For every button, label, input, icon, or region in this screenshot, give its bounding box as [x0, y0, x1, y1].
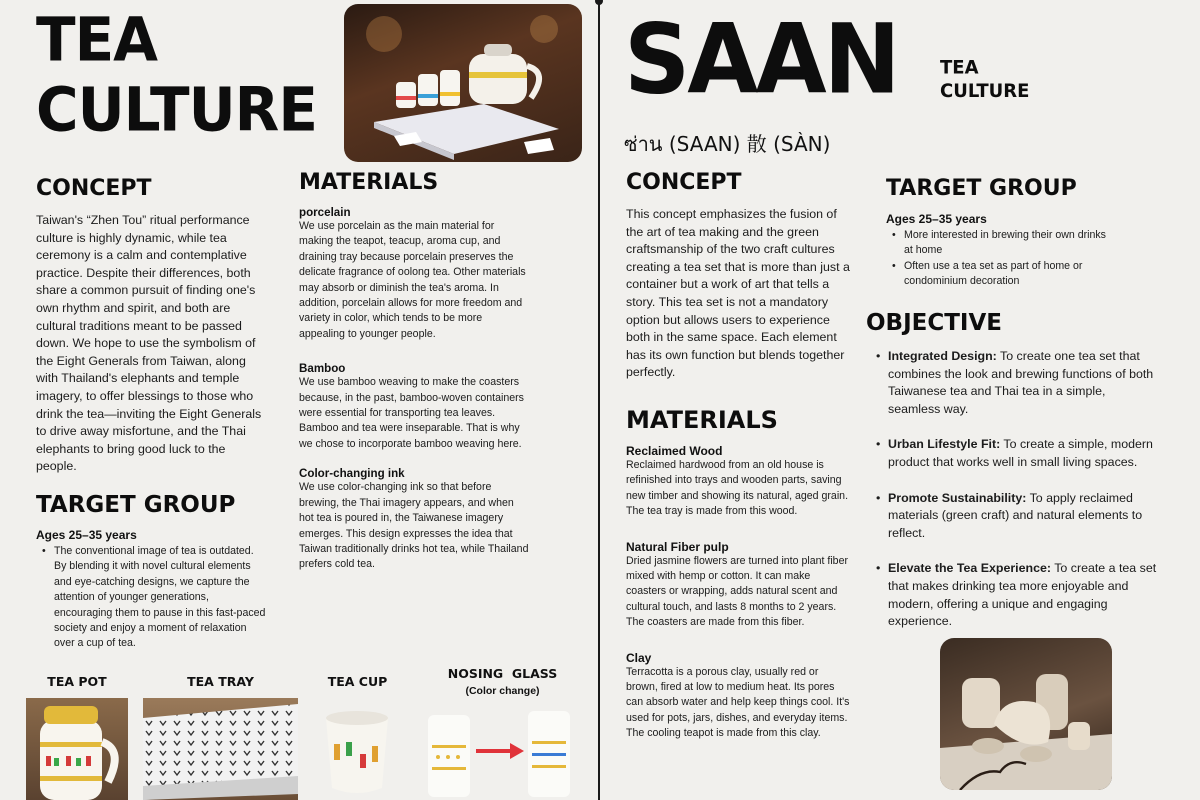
left-target-block [36, 528, 266, 652]
objective-item [874, 348, 1160, 418]
material-title: Natural Fiber pulp [626, 539, 729, 554]
objective-list [874, 348, 1160, 649]
label-color-change: (Color change) [465, 685, 540, 697]
left-target-heading: TARGET GROUP [36, 492, 236, 518]
right-side-title [940, 57, 1029, 103]
left-concept-text: Taiwan's “Zhen Tou” ritual performance culture is highly dynamic, while tea ceremony is a calm and contemplative practice. Despite their differences, both share a common pursuit of finding one's own rhythm and spirit, and both are cultural traditions meant to be passed down. We hope to use the symbolism of the Eight Generals from Taiwan, along with Thailand's elephants and temple imagery, to offer blessings to those who drink the tea—inviting the Eight Generals to drive away misfortune, and the Thai elephants to bring good luck to the people. [36, 213, 262, 474]
tea-pot-image [26, 698, 128, 800]
tea-pot-icon [26, 698, 128, 800]
material-title: Color-changing ink [299, 467, 405, 481]
objective-heading: OBJECTIVE [866, 310, 1002, 336]
divider-dot [595, 0, 603, 5]
label-tea-cup: TEA CUP [327, 674, 388, 689]
left-target-list [40, 544, 266, 652]
objective-label: Integrated Design: [888, 349, 997, 363]
right-materials-heading: MATERIALS [626, 406, 778, 434]
objective-text: To create a simple, modern product that works well in small living spaces. [888, 437, 1153, 469]
right-materials-block [626, 444, 852, 742]
left-title-line1: TEA [36, 3, 158, 75]
right-concept-text: This concept emphasizes the fusion of the art of tea making and the green craftsmanship of the two craft cultures creating a tea set that is more than just a container but a work of art that tells a story. This tea set is not a mandatory option but allows users to experience both in the same space. Each element has its own function but blends together perfectly. [626, 207, 850, 380]
left-materials-heading: MATERIALS [299, 170, 439, 195]
left-target-ages: Ages 25–35 years [36, 528, 137, 542]
objective-item [874, 560, 1160, 630]
tea-cup-icon [318, 698, 396, 800]
nosing-glass-icon [420, 705, 585, 800]
right-target-heading: TARGET GROUP [886, 176, 1077, 201]
material-text: We use porcelain as the main material for making the teapot, teacup, aroma cup, and draining tray because porcelain preserves the delicate fragrance of oolong tea. Other materials may absorb or diminish the tea's aroma. In addition, porcelain allows for more freedom and variety in color, which tends to be more appealing to younger people. [299, 220, 526, 340]
material-reclaimed-wood [626, 444, 852, 520]
material-title: Bamboo [299, 362, 346, 376]
clay-tea-set-photo [940, 638, 1112, 790]
clay-tea-set-illustration [940, 638, 1112, 790]
objective-item [874, 436, 1160, 471]
label-tea-tray: TEA TRAY [187, 674, 254, 689]
left-title [36, 3, 317, 146]
left-target-item: • The conventional image of tea is outdated. By blending it with novel cultural elements and eye-catching designs, we capture the attention of younger generations, encouraging them to pause in this fast-paced society and enjoy a moment of relaxation over a cup of tea. [40, 544, 266, 652]
tea-set-illustration [344, 4, 582, 162]
material-title: Clay [626, 650, 652, 665]
label-nosing-glass: NOSING GLASS [447, 666, 558, 681]
material-ink [299, 467, 531, 572]
material-bamboo [299, 362, 531, 452]
objective-item [874, 490, 1160, 543]
right-title: SAAN [624, 3, 898, 116]
objective-label: Promote Sustainability: [888, 490, 1027, 505]
material-text: We use color-changing ink so that before brewing, the Thai imagery appears, and when hot tea is poured in, the Taiwanese imagery emerges. This design expresses the idea that Taiwan traditionally drinks hot tea, while Thailand prefers cold tea. [299, 481, 529, 571]
right-target-list [890, 228, 1116, 290]
tea-cup-image [318, 698, 396, 800]
material-text: Dried jasmine flowers are turned into plant fiber mixed with hemp or cotton. It can make coasters or wrapping, adds natural scent and cultural touch, and lasts 8 months to 2 years. The coasters are made from this fiber. [626, 554, 848, 629]
right-target-item: • More interested in brewing their own drinks at home [890, 228, 1116, 259]
tea-set-photo [344, 4, 582, 162]
material-porcelain [299, 206, 531, 342]
right-target-ages: Ages 25–35 years [886, 212, 987, 226]
right-side-line1: TEA [940, 56, 979, 79]
objective-label: Urban Lifestyle Fit: [888, 437, 1001, 452]
objective-text: To create one tea set that combines the look and brewing functions of both Taiwanese tea and Thai tea in a simple, seamless way. [888, 349, 1154, 416]
tea-tray-image [143, 698, 298, 800]
objective-label: Elevate the Tea Experience: [888, 561, 1051, 576]
material-title: Reclaimed Wood [626, 444, 723, 458]
label-tea-pot: TEA POT [47, 674, 107, 689]
material-text: Terracotta is a porous clay, usually red or brown, fired at low to medium heat. Its pores can absorb water and help keep things cool. It's used for pots, jars, dishes, and everyday items. The cooling teapot is made from this clay. [626, 665, 850, 740]
right-concept-heading: CONCEPT [626, 170, 742, 195]
center-divider [598, 0, 600, 800]
left-title-line2: CULTURE [36, 74, 317, 146]
tea-tray-icon [143, 698, 298, 800]
left-materials-block [299, 206, 531, 573]
right-side-line2: CULTURE [940, 80, 1030, 103]
objective-text: To create a tea set that makes drinking tea more enjoyable and modern, offering a unique and engaging experience. [888, 561, 1157, 629]
material-text: Reclaimed hardwood from an old house is refinished into trays and wooden parts, saving new timber and showing its natural, aged grain. The tea tray is made from this wood. [626, 459, 849, 518]
right-subtitle: ซ่าน (SAAN) 散 (SÀN) [624, 132, 831, 156]
right-target-block [886, 212, 1116, 290]
objective-text: To apply reclaimed materials (green craft) and natural elements to reflect. [888, 490, 1143, 540]
left-concept-heading: CONCEPT [36, 176, 152, 201]
nosing-glass-image [420, 705, 585, 800]
material-fiber-pulp [626, 540, 852, 631]
material-title: porcelain [299, 206, 351, 219]
material-clay [626, 651, 852, 742]
right-target-item: • Often use a tea set as part of home or condominium decoration [890, 259, 1116, 290]
material-text: We use bamboo weaving to make the coasters because, in the past, bamboo-woven containers were essential for transporting tea leaves. Bamboo and tea were inseparable. That is why we chose to incorporate bamboo weaving here. [299, 376, 524, 450]
